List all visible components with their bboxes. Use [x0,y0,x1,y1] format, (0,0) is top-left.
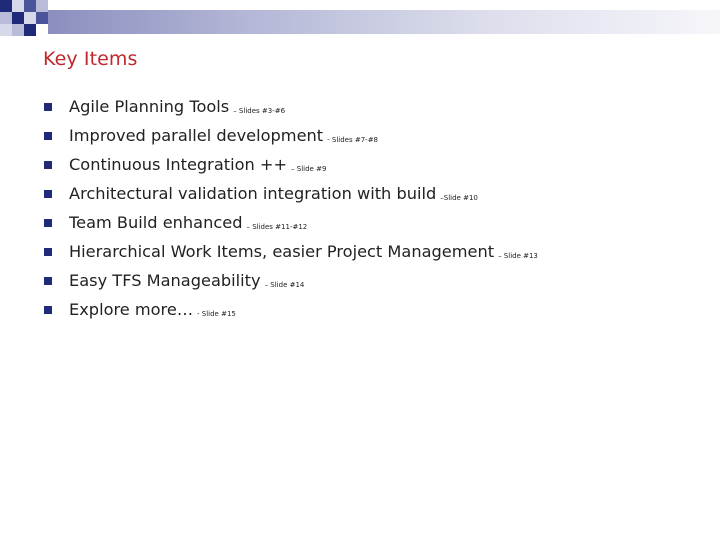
bullet-item [44,121,538,150]
slide-reference-note: – Slide #9 [291,164,327,173]
slide-reference-note: - Slide #15 [197,309,236,318]
banner-gradient-bar [48,10,720,34]
bullet-item [44,295,538,324]
banner-square [0,12,12,24]
banner-square [12,24,24,36]
slide-reference-note: – Slide #14 [264,280,305,289]
slide-reference-note: – Slides #3-#6 [233,106,286,115]
bullet-text: Continuous Integration ++ [69,155,288,174]
bullet-text: Explore more… [69,300,194,319]
slide-reference-note: - Slides #7-#8 [327,135,379,144]
square-bullet-icon [44,190,52,198]
square-bullet-icon [44,103,52,111]
banner-square [24,24,36,36]
bullet-list [44,92,538,324]
banner-square [36,0,48,12]
square-bullet-icon [44,277,52,285]
banner-square [24,0,36,12]
banner-square [0,0,12,12]
banner-square [0,24,12,36]
slide-reference-note: – Slide #13 [498,251,538,260]
bullet-text: Easy TFS Manageability [69,271,261,290]
bullet-item [44,266,538,295]
slide-reference-note: – Slides #11-#12 [246,222,308,231]
bullet-item [44,237,538,266]
bullet-item [44,179,538,208]
bullet-text: Team Build enhanced [69,213,243,232]
square-bullet-icon [44,161,52,169]
square-bullet-icon [44,132,52,140]
square-bullet-icon [44,219,52,227]
slide-reference-note: –Slide #10 [440,193,478,202]
bullet-item [44,208,538,237]
banner-square [24,12,36,24]
banner-square [36,12,48,24]
bullet-text: Agile Planning Tools [69,97,230,116]
bullet-text: Improved parallel development [69,126,324,145]
decorative-header-banner [0,0,720,40]
bullet-text: Architectural validation integration with build [69,184,437,203]
square-bullet-icon [44,306,52,314]
square-bullet-icon [44,248,52,256]
slide-title: Key Items [43,48,138,70]
banner-square [12,12,24,24]
bullet-item [44,92,538,121]
bullet-item [44,150,538,179]
banner-square [12,0,24,12]
bullet-text: Hierarchical Work Items, easier Project Management [69,242,495,261]
